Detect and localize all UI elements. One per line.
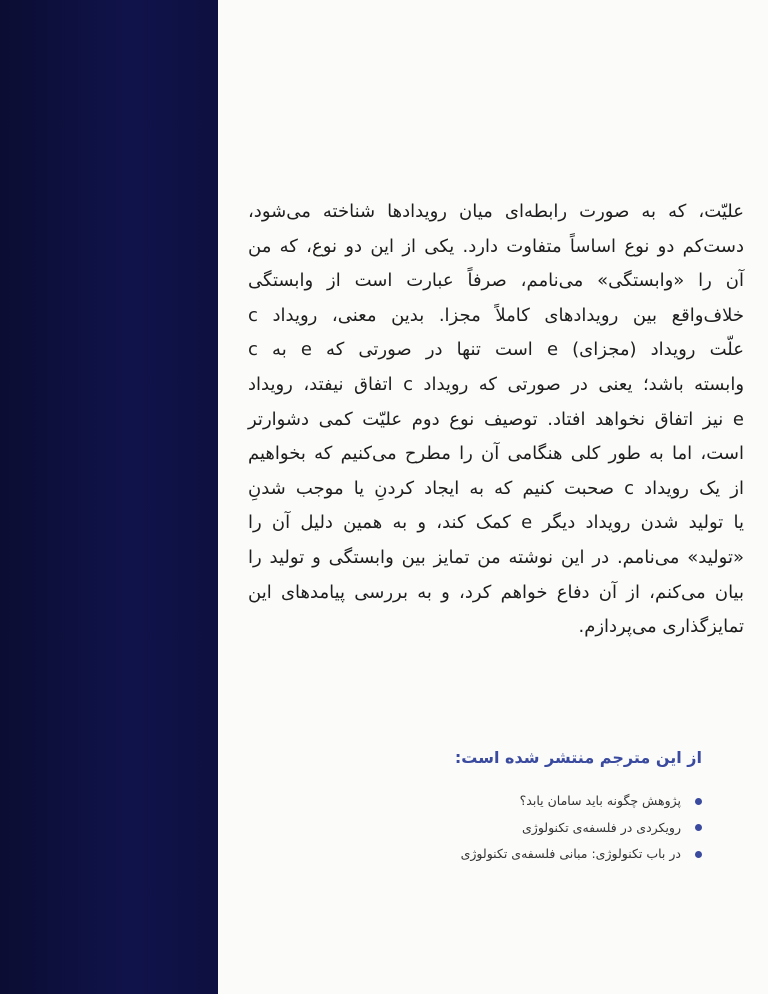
blurb-line: وابسته باشد؛ یعنی در صورتی که رویداد c اتفاق نیفتد، رویداد [248,373,745,395]
bullet-icon [695,798,702,805]
blurb-line: است، اما به طور کلی هنگامی آن را مطرح می‌کنیم که بخواهیم [248,443,744,465]
blurb-line: خلاف‌واقع بین رویدادهای کاملاً مجزا. بدین معنی، رویداد c [248,304,744,326]
blurb-line: «تولید» می‌نامم. در این نوشته من تمایز بین وابستگی و تولید را [248,546,744,568]
list-item [461,815,702,842]
list-item [461,841,702,868]
cover-spine-band [0,0,218,994]
translator-books-heading: از این مترجم منتشر شده است: [454,748,702,767]
bullet-icon [695,851,702,858]
bullet-icon [695,824,702,831]
blurb-line: علیّت، که به صورت رابطه‌ای میان رویدادها شناخته می‌شود، [248,201,744,222]
blurb-line: آن را «وابستگی» می‌نامم، صرفاً عبارت است از وابستگی [248,270,744,292]
blurb-line: تمایزگذاری می‌پردازم. [578,616,744,638]
book-title: پژوهش چگونه باید سامان یابد؟ [519,793,681,808]
blurb-line: بیان می‌کنم، از آن دفاع خواهم کرد، و به بررسی پیامدهای این [248,581,744,603]
blurb-line: یا تولید شدن رویداد دیگر e کمک کند، و به همین دلیل آن را [248,512,744,534]
blurb-line: دست‌کم دو نوع اساساً متفاوت دارد. یکی از این دو نوع، که من [248,235,744,257]
blurb-line: از یک رویداد c صحبت کنیم که به ایجاد کردنِ یا موجب شدنِ [248,477,744,499]
list-item [461,788,702,815]
blurb-line: علّت رویداد (مجزای) e است تنها در صورتی که e به c [248,339,744,361]
book-title: در باب تکنولوژی: مبانی فلسفه‌ی تکنولوژی [460,846,681,861]
translator-books-list [461,788,702,868]
book-title: رویکردی در فلسفه‌ی تکنولوژی [522,819,681,835]
blurb-line: e نیز اتفاق نخواهد افتاد. توصیف نوع دوم علیّت کمی دشوارتر [248,408,744,430]
back-cover-blurb [248,195,744,645]
